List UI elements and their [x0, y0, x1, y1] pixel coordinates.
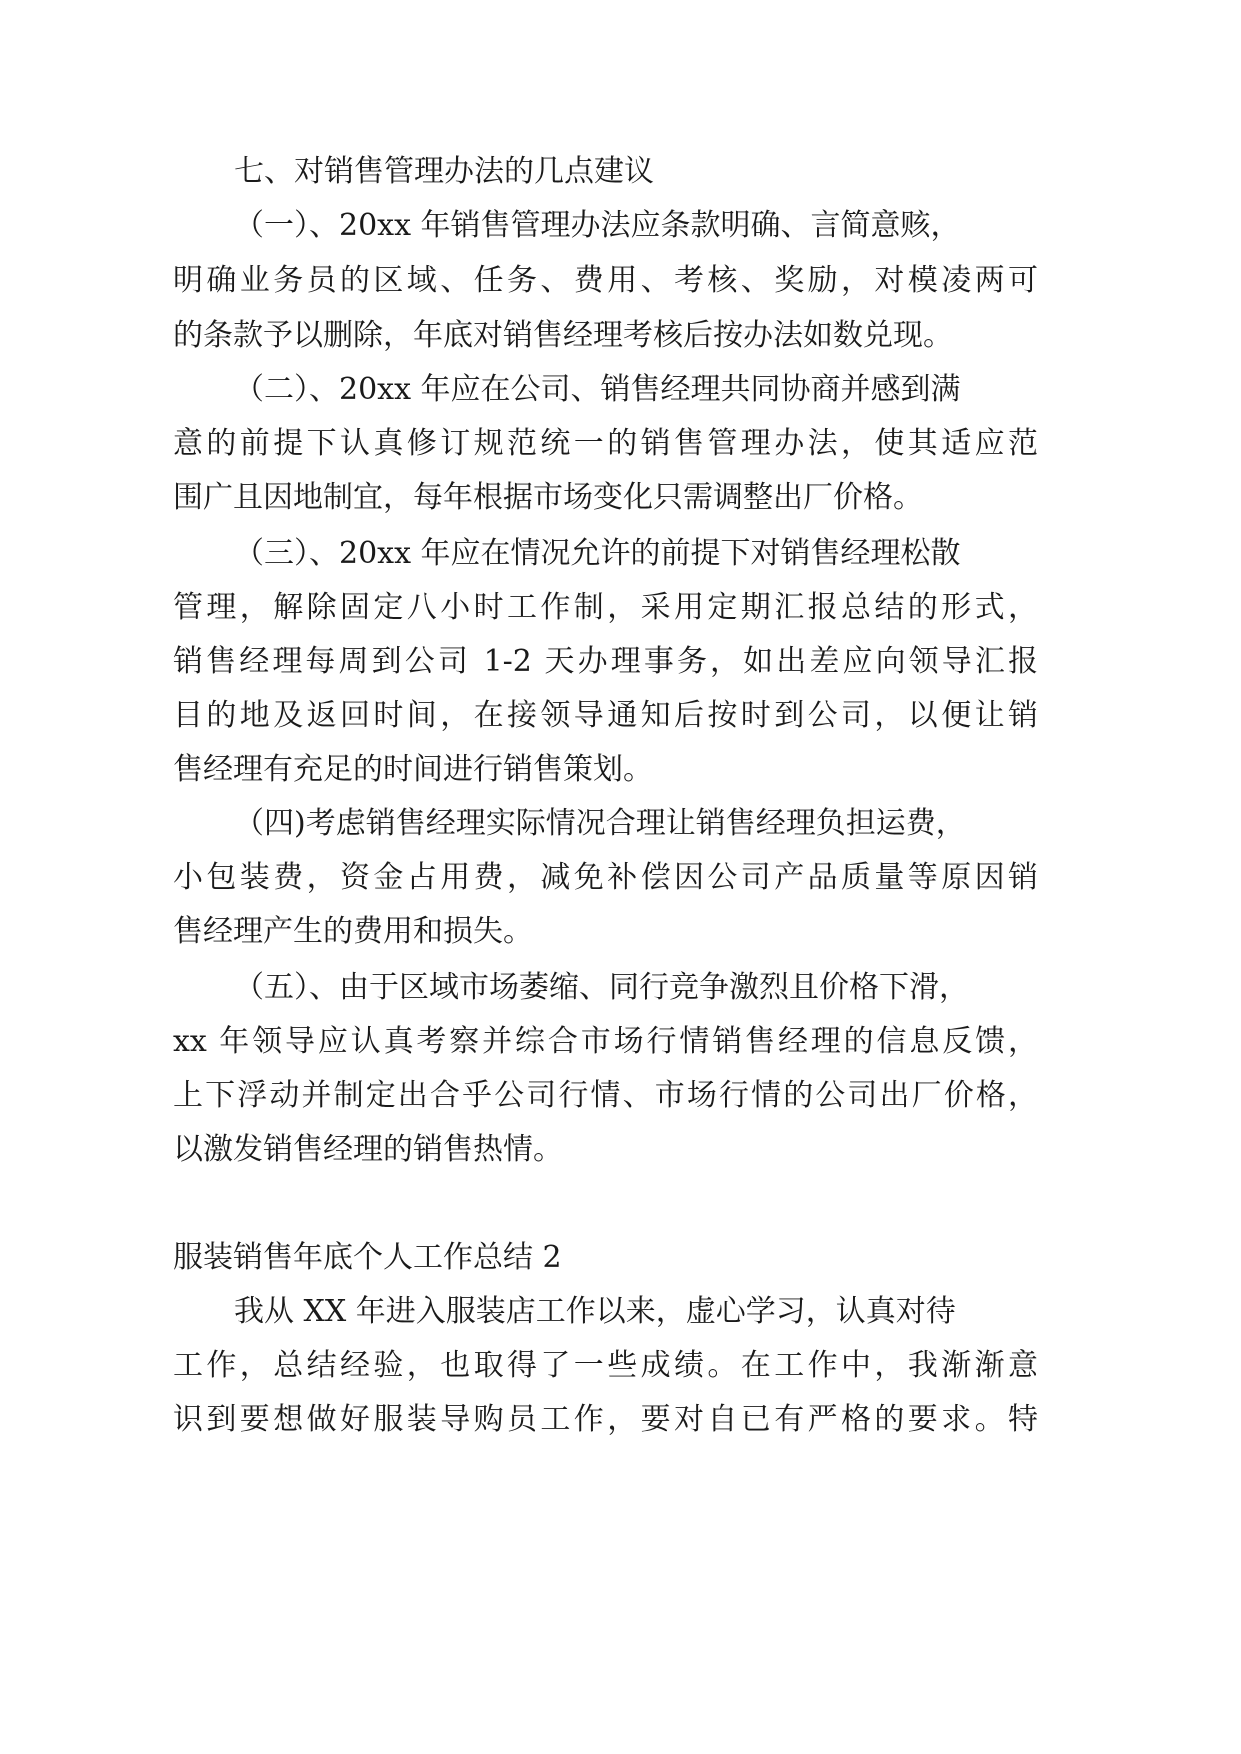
item2-line2: 意的前提下认真修订规范统一的销售管理办法，使其适应范 — [173, 426, 1038, 461]
summary-title: 服装销售年底个人工作总结 2 — [173, 1240, 562, 1275]
item4-line1: （四)考虑销售经理实际情况合理让销售经理负担运费， — [234, 806, 966, 841]
item3-line1: （三）、20xx 年应在情况允许的前提下对销售经理松散 — [234, 536, 961, 571]
item5-line2: xx 年领导应认真考察并综合市场行情销售经理的信息反馈， — [173, 1024, 1038, 1059]
item3-line2: 管理，解除固定八小时工作制，采用定期汇报总结的形式， — [173, 590, 1038, 625]
item5-line1: （五）、由于区域市场萎缩、同行竞争激烈且价格下滑， — [234, 970, 969, 1005]
summary-line2: 工作，总结经验，也取得了一些成绩。在工作中，我渐渐意 — [173, 1348, 1038, 1383]
item3-line4: 目的地及返回时间，在接领导通知后按时到公司，以便让销 — [173, 698, 1038, 733]
item3-line5: 售经理有充足的时间进行销售策划。 — [173, 752, 653, 787]
item5-line3: 上下浮动并制定出合乎公司行情、市场行情的公司出厂价格， — [173, 1078, 1038, 1113]
item1-line2: 明确业务员的区域、任务、费用、考核、奖励，对模凌两可 — [173, 263, 1038, 298]
summary-line1: 我从 XX 年进入服装店工作以来，虚心学习，认真对待 — [234, 1294, 956, 1329]
item1-line1: （一）、20xx 年销售管理办法应条款明确、言简意赅， — [234, 208, 961, 243]
item5-line4: 以激发销售经理的销售热情。 — [173, 1132, 563, 1167]
item2-line1: （二）、20xx 年应在公司、销售经理共同协商并感到满 — [234, 372, 961, 407]
section-heading: 七、对销售管理办法的几点建议 — [234, 154, 654, 189]
item3-line3: 销售经理每周到公司 1-2 天办理事务，如出差应向领导汇报 — [173, 644, 1038, 679]
item2-line3: 围广且因地制宜，每年根据市场变化只需调整出厂价格。 — [173, 480, 923, 515]
summary-line3: 识到要想做好服装导购员工作，要对自已有严格的要求。特 — [173, 1402, 1038, 1437]
item1-line3: 的条款予以删除，年底对销售经理考核后按办法如数兑现。 — [173, 318, 953, 353]
item4-line2: 小包装费，资金占用费，减免补偿因公司产品质量等原因销 — [173, 860, 1038, 895]
item4-line3: 售经理产生的费用和损失。 — [173, 914, 533, 949]
